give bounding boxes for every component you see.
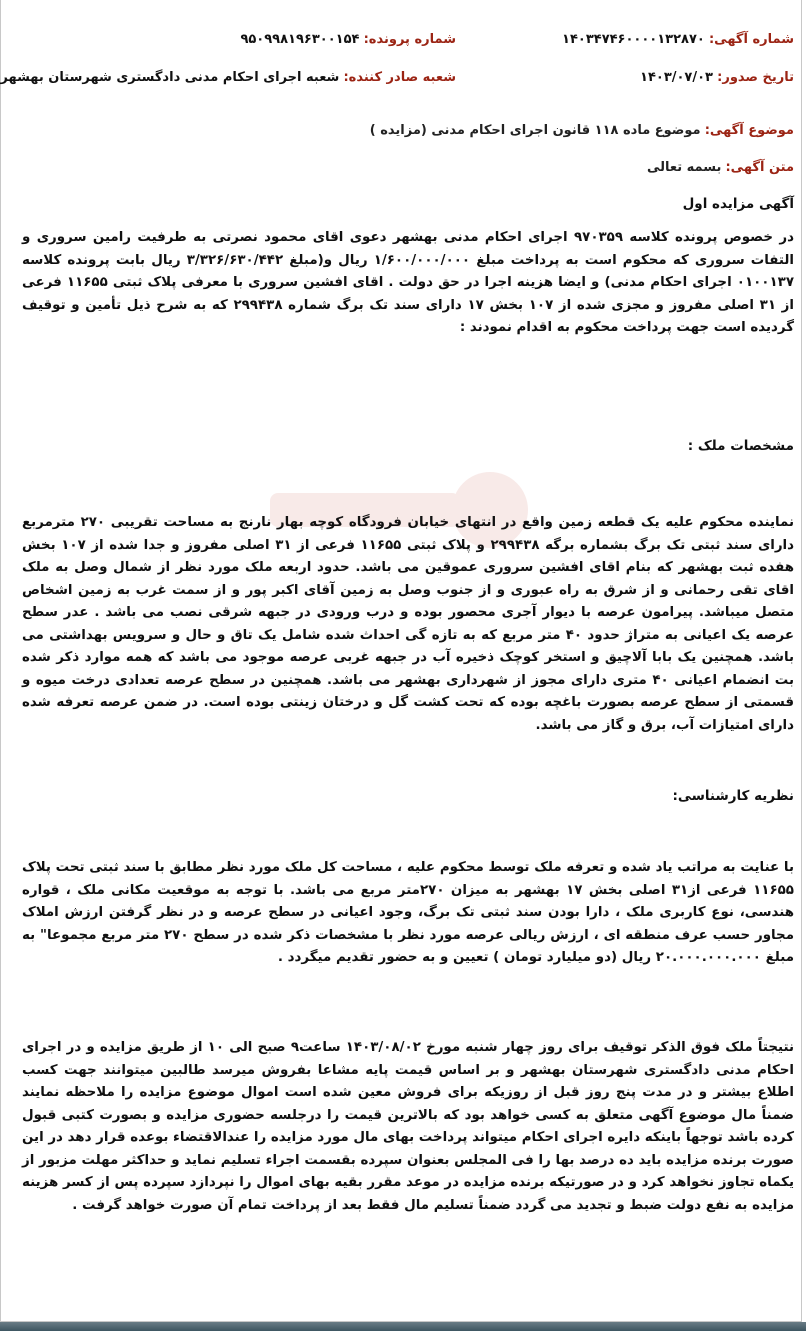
issue-date <box>640 70 794 85</box>
paragraph-property-description: نماینده محکوم علیه یک قطعه زمین واقع در انتهای خیابان فرودگاه کوچه بهار نارنج به مساحت تقریبی ۲۷۰ مترمربع دارای سند ثبتی تک برگ بشماره برگه ۲۹۹۴۳۸ و پلاک ثبتی ۱۱۶۵۵ فرعی از ۳۱ اصلی مفروز و جدا شده از ۱۰۷ بخش هفده ثبت بهشهر که بنام اقای افشین سروری عموقین می باشد. حدود اربعه ملک مورد نظر از شمال وصل به ملک اقای تقی رحمانی و از شرق به راه عبوری و از جنوب وصل به زمین آقای اکبر پور و از سمت غرب به زمین اشخاص متصل میباشد. پیرامون عرصه با دیوار آجری محصور بوده و درب ورودی در جبهه شرقی نصب می باشد . عدر سطح عرصه یک اعیانی به متراژ حدود ۴۰ متر مربع که به تازه گی احداث شده شامل یک تاق و حال و سرویس بهداشتی می باشد. همچنین یک بابا آلاچیق و استخر کوچک ذخیره آب در جبهه غربی عرصه موجود می باشد که همه موارد ذکر شده بت انضمام اعیانی ۴۰ متری دارای مجوز از شهرداری بهشهر می باشد. همچنین در سطح عرصه تعدادی درخت میوه و قسمتی از سطح عرصه بصورت باغچه بوده که تحت کشت گل و درختان زینتی بوده است. در ضمن عرصه تعرفه شده دارای امتیازات آب، برق و گاز می باشد. <box>22 515 795 733</box>
property-specs-heading: مشخصات ملک : <box>687 438 794 454</box>
subject-label: موضوع آگهی: <box>704 123 794 138</box>
expert-opinion-heading: نظریه کارشناسی: <box>672 788 794 804</box>
notice-number-label: شماره آگهی: <box>708 32 794 47</box>
issue-date-value: ۱۴۰۳/۰۷/۰۳ <box>640 70 713 85</box>
issuer-label: شعبه صادر کننده: <box>343 70 456 85</box>
notice-title: آگهی مزایده اول <box>682 196 794 212</box>
paragraph-auction-terms: نتیجتاً ملک فوق الذکر توقیف برای روز چهار شنبه مورخ ۱۴۰۳/۰۸/۰۲ ساعت۹ صبح الی ۱۰ از طریق مزایده و در اجرای احکام مدنی دادگستری شهرستان بهشهر و بر اساس قیمت پایه مشاعا بفروش میرسد طالبین میتوانند جهت کسب اطلاع بیشتر و در مدت پنج روز قبل از روزیکه برای فروش معین شده است اموال موضوع مزایده را ملاحظه نمایند ضمناً مال موضوع آگهی متعلق به کسی خواهد بود که بالاترین قیمت را درجلسه حضوری مزایده و بصورت کتبی قبول کرده باشد توجهاً باینکه دایره اجرای احکام میتواند پرداخت بهای مال مورد مزایده را عندالاقتضاء بوعده قرار دهد در این صورت برنده مزایده باید ده درصد بها را فی المجلس بعنوان سپرده بقسمت اجراء تسلیم نماید و حداکثر مهلت مزبور از یکماه تجاوز نخواهد کرد و در صورتیکه برنده مزایده در موعد مقرر بقیه بهای اموال را نپردازد سپرده پس از کسر هزینه مزایده به نفع دولت ضبط و تجدید می گردد ضمناً تسلیم مال فقط بعد از پرداخت تمام آن صورت خواهد گرفت . <box>22 1040 794 1213</box>
issue-date-label: تاریخ صدور: <box>717 70 794 85</box>
notice-body-intro <box>647 160 794 175</box>
issuer <box>0 70 456 85</box>
case-number-value: ۹۵۰۹۹۸۱۹۶۳۰۰۱۵۴ <box>240 32 360 47</box>
notice-subject <box>370 123 794 138</box>
notice-number <box>562 32 794 47</box>
case-number <box>240 32 456 47</box>
body-intro-value: بسمه تعالی <box>646 160 722 175</box>
bottom-strip <box>0 1322 806 1331</box>
paragraph-case-details: در خصوص پرونده کلاسه ۹۷۰۳۵۹ اجرای احکام مدنی بهشهر دعوی اقای محمود نصرتی به طرفیت رامین سروری و التفات سروری که محکوم است به پرداخت مبلغ ۱/۶۰۰/۰۰۰/۰۰۰ ریال و(مبلغ ۳/۳۲۶/۶۳۰/۴۴۲ ریال بابت پرونده کلاسه ۰۱۰۰۱۳۷ اجرای احکام مدنی) و ایضا هزینه اجرا در حق دولت . اقای افشین سروری با معرفی پلاک ثبتی ۱۱۶۵۵ فرعی از ۳۱ اصلی مفروز و مجزی شده از ۱۰۷ بخش ۱۷ دارای سند تک برگ شماره ۲۹۹۴۳۸ که به شرح ذیل تأمین و توقیف گردیده است جهت پرداخت محکوم به اقدام نمودند : <box>22 230 794 335</box>
notice-number-value: ۱۴۰۳۴۷۴۶۰۰۰۰۱۳۲۸۷۰ <box>562 32 705 47</box>
subject-value: موضوع ماده ۱۱۸ قانون اجرای احکام مدنی (مزایده ) <box>369 123 701 138</box>
case-number-label: شماره پرونده: <box>363 32 456 47</box>
issuer-value: شعبه اجرای احکام مدنی دادگستری شهرستان بهشهر <box>0 70 340 85</box>
paragraph-expert-valuation: با عنایت به مراتب یاد شده و تعرفه ملک توسط محکوم علیه ، مساحت کل ملک مورد نظر مطابق با سند ثبتی تحت پلاک ۱۱۶۵۵ فرعی از۳۱ اصلی بخش ۱۷ بهشهر به میزان ۲۷۰متر مربع می باشد. با توجه به موقعیت مکانی ملک ، قواره هندسی، نوع کاربری ملک ، دارا بودن سند ثبتی تک برگ، وجود اعیانی در سطح عرصه و در نظر گرفتن ارزش املاک مجاور حسب عرف منطقه ای ، ارزش ریالی عرصه مورد نظر با مشخصات ذکر شده در سطح ۲۷۰ متر مربع مجموعا" به مبلغ ۲۰.۰۰۰.۰۰۰.۰۰۰ ریال (دو میلیارد تومان ) تعیین و به حضور تقدیم میگردد . <box>22 860 794 965</box>
body-label: متن آگهی: <box>725 160 794 175</box>
